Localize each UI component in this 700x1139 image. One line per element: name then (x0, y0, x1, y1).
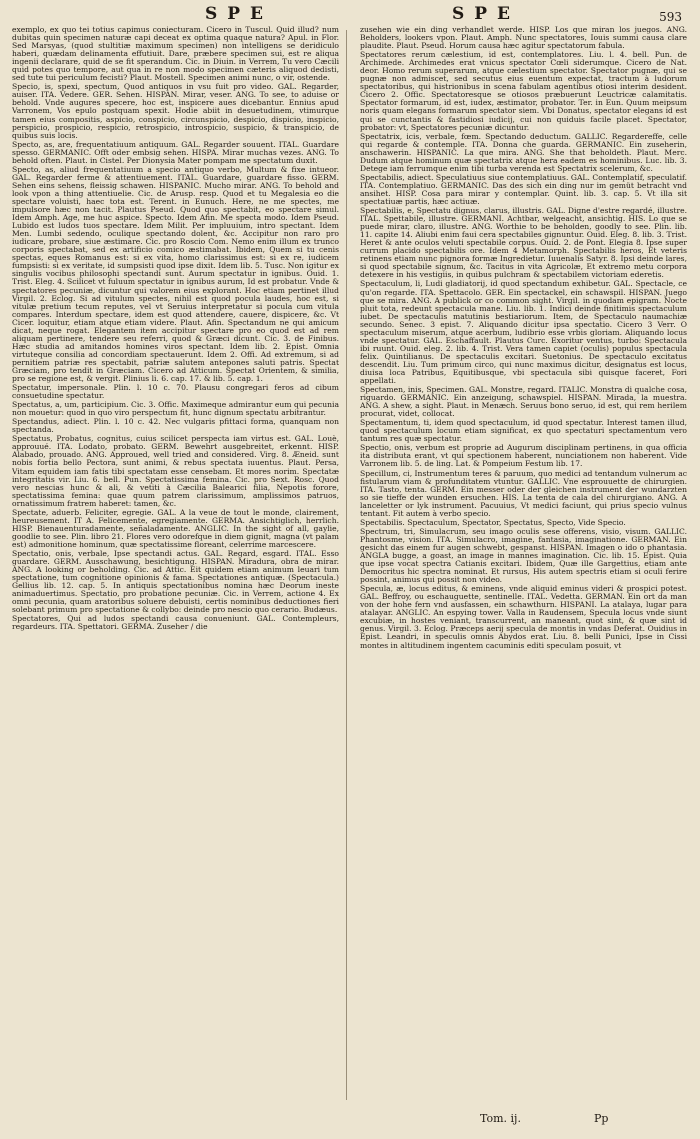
entry: Spectrum, tri, Simulacrum, seu imago oculis sese offerens, visio, visum. GALLIC. Phantosme, vision. ITA. Simulacro, imagine, fantasia, imaginatione. GERMAN. Ein gesicht das einem fur augen schwebt, gespanst. HISPAN. Imagen o ido o phantasia. ANGLA bugge, a goast, an image in mannes imagination. Cic. lib. 15. Epist. Quia que ipse vocat spectra Catianis excitari. Ibidem, Quæ ille Gargettius, etiam ante Democritus hic spectra nominat. Et rursus, His autem spectris etiam si oculi ferire possint, animus qui possit non video. (360, 526, 687, 585)
entry: Specio, is, spexi, spectum, Quod antiquos in vsu fuit pro video. GAL. Regarder, auiser. ITA. Vedere. GER. Sehen. HISPAN. Mirar, veser. ANG. To see, to aduise or behold. Vnde augures specere, hoc est, inspicere aues dicebantur. Ennius apud Varronem, Vos epulo postquam spexit. Hodie abiit in desuetudinem, vtimurque tamen eius compositis, aspicio, conspicio, circunspicio, despicio, dispicio, inspicio, perspicio, prospicio, respicio, retrospicio, introspicio, suspicio, & transpicio, de quibus suis locis. (12, 82, 339, 140)
left-column (12, 26, 339, 1116)
entry: Spectabilis, adiect. Speculatiuus siue contemplatiuus. GAL. Contemplatif, speculatif. ITA. Contemplatiuo. GERMANIC. Das des sich ein ding nur im gemüt betracht vnd ansihet. HISP. Cosa para mirar y contemplar. Quint. lib. 3. cap. 5. Vt illa sit spectatiuæ partis, hæc actiuæ. (360, 172, 687, 206)
running-head-left: SPE (205, 4, 274, 24)
entry: Spectatus, a, um, participium. Cic. 3. Offic. Maximeque admirantur eum qui pecunia non mouetur: quod in quo viro perspectum fit, hunc dignum spectatu arbitrantur. (12, 400, 339, 418)
entry: Spectatur, impersonale. Plin. l. 10 c. 70. Plausu congregari feros ad cibum consuetudine spectatur. (12, 383, 339, 401)
entry: Specto, as, are, frequentatiuum antiquum. GAL. Regarder souuent. ITAL. Guardare spesso. GERMANIC. Offt oder embsig sehen. HISPA. Mirar muchas vezes. ANG. To behold often. Plaut. in Cistel. Per Dionysia Mater pompam me spectatum duxit. (12, 139, 339, 165)
entry: Spectio, onis, verbum est proprie ad Augurum disciplinam pertinens, in qua officia ita distributa erant, vt qui spectionem haberent, nunciationem non haberent. Vide Varronem lib. 5. de ling. Lat. & Pompeium Festum lib. 17. (360, 443, 687, 469)
entry: Spectabilis, e, Spectatu dignus, clarus, illustris. GAL. Digne d'estre regardé, illustre. ITAL. Spettabile, illustre. GERMANI. Achtbar, welgeacht, ansichtig. HIS. Lo que se puede mirar, claro, illustre. ANG. Worthie to be beholden, goodly to see. Plin. lib. 11. capite 14. Aliubi enim faui cera spectabiles gignuntur. Ouid. Eleg. 8. lib. 3. Trist. Heret & ante oculos veluti spectabile corpus. Ouid. 2. de Pont. Elegia 8. Ipse super currum placido spectabilis ore. Idem 4 Metamorph. Spectabilis heros, Et veteris retinens etiam nunc pignora formæ Ingredietur. Iuuenalis Satyr. 8. Ipsi deinde lares, si quod spectabile signum, &c. Tacitus in vita Agricolæ, Et extremo metu corpora detexere in his vestigiis, in quibus pulchram & spectabilem victoriam ederetis. (360, 206, 687, 280)
page-footer (0, 1112, 700, 1132)
entry: exemplo, ex quo tei totius capimus coniecturam. Cicero in Tuscul. Quid illud? num dubitas quin specimen naturæ capi deceat ex optima quaque natura? Apul. in Flor. Sed Marsyas, (quod stultitiæ maximum specimen) non intelligens se deridiculo haberi, quædam delinamenta effutiuit. Dare, præbere specimen sui, est re aliqua ingenii declarare, quid de se fit sperandum. Cic. in Diuin. in Verrem, Tu vero Cæcili quid potes quo tempore, aut qua in re non modo specimen cæteris aliquod dedisti, sed tute tui periculum fecisti? Plaut. Mostell. Specimen animi nunc, o vir, ostende. (12, 26, 339, 83)
entry: Spectate, aduerb. Feliciter, egregie. GAL. A la veue de tout le monde, clairement, heureusement. IT A. Felicemente, egregiamente. GERMA. Ansichtiglich, herrlich. HISP. Bienauenturadamente, señaladamente. ANGLIC. In the sight of all, gaylie, goodlie to see. Plin. libro 21. Flores vero odorefque in diem gignit, magna (vt palam est) admonitione hominum, quæ spectatissime floreant, celerrime marcescere. (12, 507, 339, 549)
entry: Spectatrix, icis, verbale, fœm. Spectando deductum. GALLIC. Regardereffe, celle qui regarde & contemple. ITA. Donna che guarda. GERMANIC. Ein zuseherin, anschawerin. HISPANIC. La que mira. ANG. She that beholdeth. Plaut. Merc. Dudum atque hominum quæ spectatrix atque hera eadem es hominibus. Luc. lib. 3. Detege iam ferrumque enim tibi turba verenda est Spectatrix scelerum, &c. (360, 131, 687, 173)
entry: Spectamentum, ti, idem quod spectaculum, id quod spectatur. Interest tamen illud, quod spectaculum locum etiam significat, ex quo spectaturi spectamentum vero tantum res quæ spectatur. (360, 418, 687, 444)
entry: Spectandus, adiect. Plin. l. 10 c. 42. Nec vulgaris pfittaci forma, quanquam non spectanda. (12, 417, 339, 435)
entry: Spectatores, Qui ad ludos spectandi causa conueniunt. GAL. Contempleurs, regardeurs. ITA. Spettatori. GERMA. Zuseher / die (12, 614, 339, 632)
entry: Specillum, ci, Instrumentum teres & paruum, quo medici ad tentandum vulnerum ac fistularum viam & profunditatem vtuntur. GALLIC. Vne esprouuette de chirurgien. ITA. Tasto, tenta. GERM. Ein messer oder der gleichen instrument der wundarzten so sie tieffe der wunden ersuchen. HIS. La tenta de cala del chirurgiano. ANG. A lanceletter or lyk instrument. Pacuuius, Vt medici faciunt, qui prius specio vulnus tentant. Fit autem à verbo specio. (360, 468, 687, 518)
entry: Spectamen, inis, Specimen. GAL. Monstre, regard. ITALIC. Monstra di qualche cosa, riguardo. GERMANIC. Ein anzeigung, schawspiel. HISPAN. Mirada, la muestra. ANG. A shew, a sight. Plaut. in Menæch. Seruus bono seruo, id est, qui rem herilem procurat, videt, collocat. (360, 385, 687, 419)
entry: Spectatio, onis, verbale, Ipse spectandi actus. GAL. Regard, esgard. ITAL. Esso guardare. GERM. Ausschawung, besichtigung. HISPAN. Miradura, obra de mirar. ANG. A looking or beholding. Cic. ad Attic. Eit quidem etiam animum leuari tum spectatione, tum cognitione opinionis & fama. Spectationes antiquæ. (Spectacula.) Gellius lib. 12. cap. 5. In antiquis spectationibus nomina hæc Deorum ineste animaduertimus. Spectatio, pro probatione pecuniæ. Cic. in Verrem, actione 4. Ex omni pecunia, quam aratoribus soluere debuisti, certis nominibus deductiones fieri solebant primum pro spectatione & collybo: deinde pro nescio quo cerario. Budæus. (12, 549, 339, 615)
entry: Spectabilis. Spectaculum, Spectator, Spectatus, Specto, Vide Specio. (360, 517, 626, 527)
column-divider (346, 30, 347, 1100)
entry: zusehen wie ein ding verhandlet werde. HISP. Los que miran los juegos. ANG. Beholders, lookers vpon. Plaut. Amph. Nunc spectatores, Iouis summi causa clare plaudite. Plaut. Pseud. Horum causa hæc agitur spectatorum fabula. (360, 26, 687, 51)
entry: Specto, as, aliud frequentatiuum a specio antiquo verbo, Multum & fixe intueor. GAL. Regarder ferme & attentiuement. ITAL. Guardare, guardare fisso. GERM. Sehen eins sehens, fleissig schawen. HISPANIC. Mucho mirar. ANG. To behold and look vpon a thing attentiuelie. Cic. de Arusp. resp. Quod et tu Megalesia eo die spectare voluisti, haec tota est. Terent. in Eunuch. Here, ne me spectes, me impulsore hæc non tacit. Plautus Pseud. Quod quo spectabit, eo spectare simul. Idem Amph. Age, me huc aspice. Specto. Idem Afin. Me specta modo. Idem Pseud. Lubido est ludos tuos spectare. Idem Milit. Per impluuium, intro spectant. Idem Men. Lumbi sedendo, oculique spectando dolent, &c. Accipitur non raro pro iudicare, probare, siue æstimare. Cic. pro Roscio Com. Nemo enim illum ex trunco corporis spectabat, sed ex artificio comico æstimabat. Ibidem, Quem si tu cenis spectas, eques Romanus est: si ex vita, homo clarissimus est: si ex re, iudicem fumpsisti: si ex veritate, id sumpsisti quod ipse dixit. Idem lib. 5. Tusc. Non igitur ex singulis vocibus philosophi spectandi sunt. Aurum spectatur in ignibus. Ouid. 1. Trist. Eleg. 4. Scilicet vt fuluum spectatur in ignibus aurum, Id est probatur. Vnde & spectatores pecuniæ, dicuntur qui valorem eius explorant. Hoc etiam pertinet illud Virgil. 2. Eclog. Si ad vitulum spectes, nihil est quod pocula laudes, hoc est, si vitulæ pretium tecum reputes, vel vt Seruius interpretatur si pocula cum vitula compares. Interdum spectare, idem est quod attendere, cauere, dispicere, &c. Vt Cicer. loquitur, etiam atque etiam videre. Plaut. Afin. Spectandum ne qui amicum dicat, neque rogat. Elegantem item accipitur spectare pro eo quod est ad rem aliquam pertinere, tendere seu referri, quod & Græci dicunt. Cic. 3. de Finibus. Hæc studia ad amitandos homines viros spectant. Idem lib. 2. Epist. Omnia virtuteque consilia ad concordiam spectauerunt. Idem 2. Offi. Ad extremum, si ad pernitiem patriæ res spectabit, patriæ salutem antepones saluti patris. Spectat Græciam, pro tendit in Græciam. Cicero ad Atticum. Spectat Orientem, & similia, pro se regione est, & vergit. Plinius li. 6. cap. 17. & lib. 5. cap. 1. (12, 164, 339, 384)
page-number: 593 (659, 10, 682, 24)
running-head-right: SPE (452, 4, 521, 24)
entry: Spectatores rerum cælestium, id est, contemplatores. Liu. l. 4. bell. Pun. de Archimede. Archimedes erat vnicus spectator Cœli siderumque. Cicero de Nat. deor. Homo rerum superarum, atque cælestium spectator. Spectator pugnæ, qui se pugnæ non admiscet, sed secutus eius euentum expectat, tractum à ludorum spectatoribus, qui histrionibus in scena fabulam agentibus otiosi interim desident. Cicero 2. Offic. Spectatoresque se otiosos præbuerunt Leuctricæ calamitatis. Spectator formarum, id est, iudex, æstimator, probator. Ter. in Eun. Quum meipsum noris quam elegans formarum spectator siem. Vbi Donatus, spectator elegans id est qui se cunctantis & fastidiosi iudicij, cui non quiduis facile placet. Spectator, probator: vt, Spectatores pecuniæ dicuntur. (360, 50, 687, 132)
entry: Spectaculum, li, Ludi gladiatorij, id quod spectandum exhibetur. GAL. Spectacle, ce qu'on regarde. ITA. Spettacolo. GER. Ein spectackel, ein schawspil. HISPAN. Juego que se mira. ANG. A publick or co common sight. Virgil. in quodam epigram. Nocte pluit tota, redeunt spectacula mane. Liu. lib. 1. Indici deinde finitimis spectaculum iubet. De spectaculis matutinis bestiariorum. Item, de Spectaculo naumachiæ secundo. Senec. 3 epist. 7. Aliquando dicitur ipsa spectatio. Cicero 3 Verr. O spectaculum miserum, atque acerbum, ludibrio esse vrbis gloriam. Aliquando locus vnde spectatur. GAL. Eschaffault. Plautus Curc. Exoritur ventus, turbo: Spectacula ibi ruunt. Ouid. eleg. 2. lib. 4. Trist. Vera tamen capiet (oculis) populus spectacula felix. Quintilianus. De spectaculis excitari. Suetonius. De spectaculo excitatus descendit. Liu. Tum primum circo, qui nunc maximus dicitur, designatus est locus, diuisa loca Patribus, Equitibusque, vbi spectacula sibi quisque faceret, Fori appellati. (360, 279, 687, 386)
entry: Spectatus, Probatus, cognitus, cuius scilicet perspecta iam virtus est. GAL. Louè, approuué. ITA. Lodato, probato. GERM. Bewehrt ausgebreitet, erkennt. HISP. Alabado, prouado. ANG. Approued, well tried and considered. Virg. 8. Æneid. sunt nobis fortia bello Pectora, sunt animi, & rebus spectata iuuentus. Plaut. Persa, Vitam equidem iam fatis tibi spectatam esse censebam. Et mores norim. Spectatæ integritatis vir. Liu. 6. bell. Pun. Spectatissima femina. Cic. pro Sext. Rosc. Quod vero nescias hunc & ali, & vetiti à Cæcilia Balearici filia, Nepotis forore, spectatissima femina: quae quum patrem clarissimum, amplissimos patruos, ornatissimum fratrem haberet: tamen, &c. (12, 434, 339, 508)
volume-label: Tom. ij. (480, 1112, 521, 1125)
signature-mark: Pp (594, 1112, 609, 1125)
entry: Specula, æ, locus editus, & eminens, vnde aliquid eminus videri & prospici potest. GAL. Beffroy, ou eschauguette, sentinelle. ITAL. Vedetta. GERMAN. Ein ort da man von der hohe fern vnd ausfassen, ein schawthurn. HISPANI. La atalaya, lugar para atalayar. ANGLIC. An espying tower. Valla in Raudensem, Specula locus vnde siunt excubiæ, in hostes veniant, transcurrent, an maneant, quot sint, & quæ sint id genus. Virgil. 3. Eclog. Præceps aerij specula de montis in vndas Deferat. Ouidius in Epist. Leandri, in speculis omnis Abydos erat. Liu. 8. belli Punici, Ipse in Cissi montes in altitudinem ingentem cacuminis editi speculam posuit, vt (360, 584, 687, 650)
right-column (360, 26, 687, 1116)
